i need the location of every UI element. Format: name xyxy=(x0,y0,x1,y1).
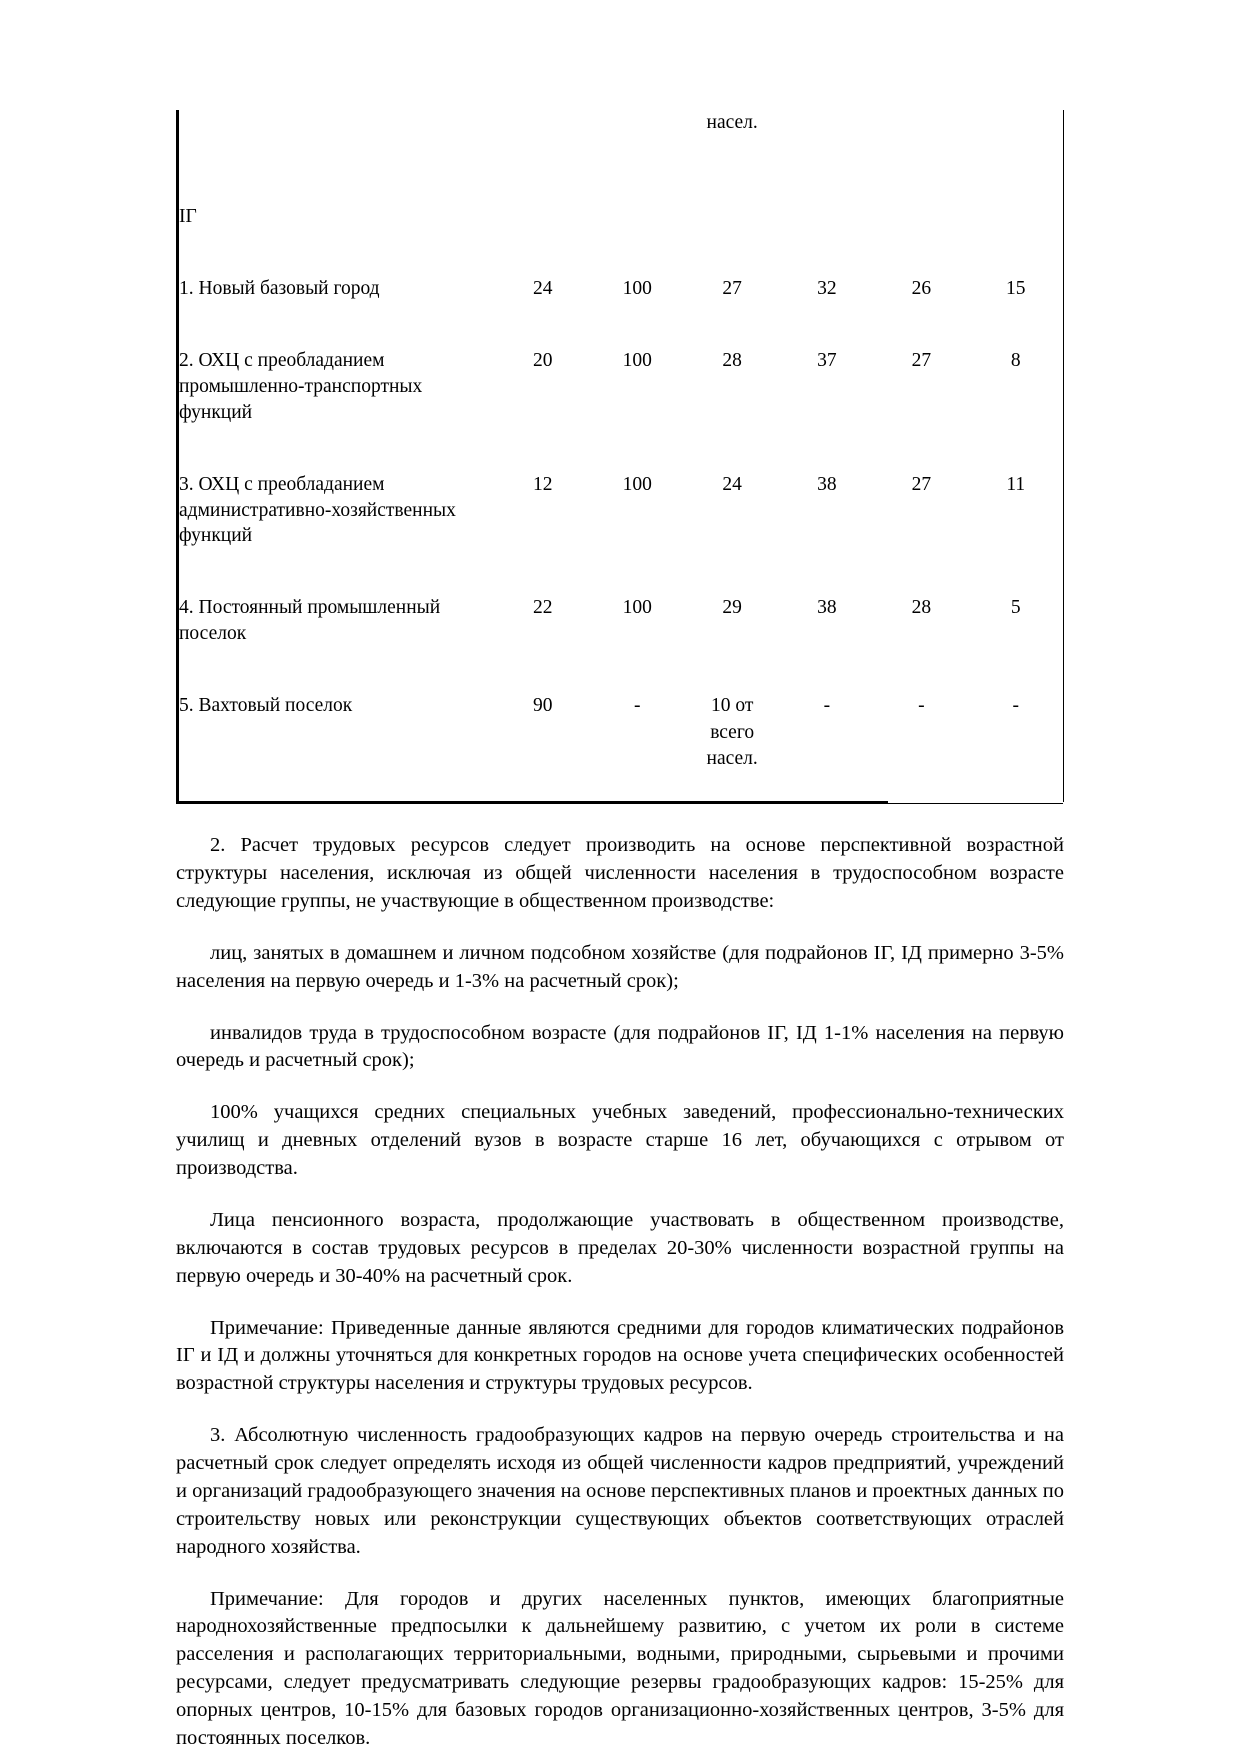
row-value: 100 xyxy=(622,473,652,495)
paragraph: Примечание: Для городов и других населенных пунктов, имеющих благоприятные народнохозяйственные предпосылки к дальнейшему развитию, с учетом их роли в системе расселения и располагающих территориальными, водными, природными, сырьевыми и прочими ресурсами, следует предусматривать следующие резервы градообразующих кадров: 15-25% для опорных центров, 10-15% для базовых городов организационно-хозяйственных центров, 3-5% для постоянных поселков. xyxy=(176,1587,1064,1749)
subregion-label: ІГ xyxy=(179,206,197,227)
row-value: - xyxy=(634,695,641,717)
header-c6 xyxy=(969,110,1063,158)
row-label: 4. Постоянный промышленный поселок xyxy=(179,597,441,645)
table-row xyxy=(179,276,1063,302)
row-value: 100 xyxy=(622,277,652,299)
header-c3-note: насел. xyxy=(706,112,758,133)
subregion-spacer-cell xyxy=(179,230,1063,276)
paragraph: инвалидов труда в трудоспособном возрасте (для подрайонов ІГ, ІД 1-1% населения на первую очередь и расчетный срок); xyxy=(176,1021,1064,1072)
table-bottom-spacer-cell xyxy=(179,772,1063,798)
row-value: - xyxy=(1012,695,1020,717)
row-value: 28 xyxy=(722,349,742,371)
row-spacer-cell xyxy=(179,302,1063,348)
paragraph: Примечание: Приведенные данные являются средними для городов климатических подрайонов ІГ и ІД и должны уточняться для конкретных городов на основе учета специфических особенностей возрастной структуры населения и структуры трудовых ресурсов. xyxy=(176,1316,1064,1395)
row-value: 22 xyxy=(533,597,553,619)
row-value: 24 xyxy=(533,277,553,299)
row-value: 27 xyxy=(722,277,742,299)
row-value: - xyxy=(823,695,831,717)
row-spacer-cell xyxy=(179,426,1063,472)
page-content xyxy=(176,110,1064,1753)
row-value: 24 xyxy=(722,473,742,495)
table-row xyxy=(179,348,1063,426)
table-row xyxy=(179,595,1063,647)
row-value: 38 xyxy=(817,473,837,495)
row-label: 5. Вахтовый поселок xyxy=(179,695,353,717)
subregion-c1 xyxy=(496,204,590,230)
subregion-c2 xyxy=(590,204,685,230)
row-value: 90 xyxy=(533,695,553,717)
row-value: 15 xyxy=(1006,277,1026,299)
subregion-c6 xyxy=(969,204,1063,230)
header-empty-cell xyxy=(179,110,496,158)
subregion-c3 xyxy=(685,204,780,230)
population-structure-table xyxy=(176,110,1064,802)
row-spacer xyxy=(179,549,1063,595)
row-value: 20 xyxy=(533,349,553,371)
header-c2 xyxy=(590,110,685,158)
header-spacer-cell xyxy=(179,158,1063,204)
row-value: 5 xyxy=(1010,597,1021,619)
row-value: 32 xyxy=(817,277,837,299)
row-spacer xyxy=(179,426,1063,472)
row-value: 28 xyxy=(911,597,932,619)
table-row xyxy=(179,693,1063,772)
row-value: 8 xyxy=(1010,349,1021,371)
row-value: 12 xyxy=(533,473,553,495)
paragraph: 100% учащихся средних специальных учебных заведений, профессионально-технических училищ и дневных отделений вузов в возрасте старше 16 лет, обучающихся с отрывом от производства. xyxy=(176,1101,1064,1180)
row-value: 11 xyxy=(1006,473,1026,495)
row-value: 27 xyxy=(911,349,932,371)
row-value: 26 xyxy=(911,277,932,299)
row-value: 27 xyxy=(911,473,932,495)
subregion-spacer-row xyxy=(179,230,1063,276)
header-c1 xyxy=(496,110,590,158)
table-row xyxy=(179,472,1063,550)
body-text-block xyxy=(176,832,1064,1753)
row-spacer-cell xyxy=(179,647,1063,693)
header-c5 xyxy=(874,110,968,158)
row-label: 3. ОХЦ с преобладанием административно-хозяйственных функций xyxy=(179,473,456,547)
row-spacer xyxy=(179,302,1063,348)
subregion-row xyxy=(179,204,1063,230)
row-value: 100 xyxy=(622,597,652,619)
row-value: 29 xyxy=(722,597,742,619)
table-bottom-spacer xyxy=(179,772,1063,798)
paragraph: 3. Абсолютную численность градообразующих кадров на первую очередь строительства и на расчетный срок следует определять исходя из общей численности кадров предприятий, учреждений и организаций градообразующего значения на основе перспективных планов и проектных данных по строительству новых или реконструкции существующих объектов соответствующих отраслей народного хозяйства. xyxy=(176,1424,1064,1558)
row-value: 38 xyxy=(817,597,837,619)
row-spacer-cell xyxy=(179,549,1063,595)
paragraph: 2. Расчет трудовых ресурсов следует производить на основе перспективной возрастной структуры населения, исключая из общей численности населения в трудоспособном возрасте следующие группы, не участвующие в общественном производстве: xyxy=(176,834,1064,912)
row-value: 10 от всего насел. xyxy=(706,695,758,769)
row-value: 100 xyxy=(622,349,652,371)
table-header-note-row xyxy=(179,110,1063,158)
paragraph: лиц, занятых в домашнем и личном подсобном хозяйстве (для подрайонов ІГ, ІД примерно 3-5% населения на первую очередь и 1-3% на расчетный срок); xyxy=(176,941,1064,992)
row-value: 37 xyxy=(817,349,837,371)
header-spacer-row xyxy=(179,158,1063,204)
header-c4 xyxy=(780,110,874,158)
row-spacer xyxy=(179,647,1063,693)
data-table xyxy=(179,110,1063,798)
paragraph: Лица пенсионного возраста, продолжающие участвовать в общественном производстве, включаются в состав трудовых ресурсов в пределах 20-30% численности возрастной группы на первую очередь и 30-40% на расчетный срок. xyxy=(176,1208,1064,1287)
row-label: 1. Новый базовый город xyxy=(179,277,380,299)
subregion-c4 xyxy=(780,204,874,230)
row-value: - xyxy=(918,695,925,717)
row-label: 2. ОХЦ с преобладанием промышленно-транспортных функций xyxy=(179,349,423,423)
subregion-c5 xyxy=(874,204,968,230)
